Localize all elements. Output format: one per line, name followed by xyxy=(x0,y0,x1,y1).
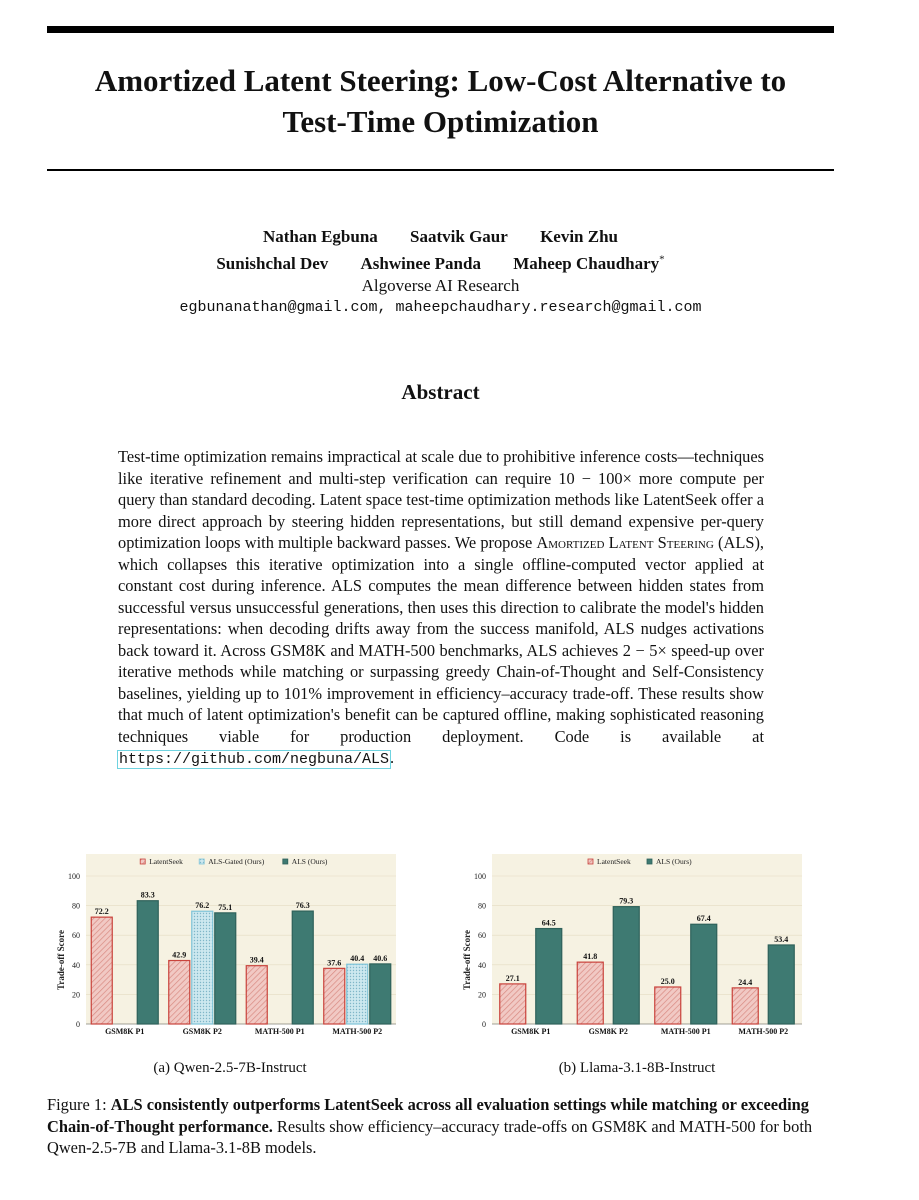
y-tick-label: 0 xyxy=(482,1020,486,1029)
author-name: Sunishchal Dev xyxy=(216,253,329,273)
bar-latentseek xyxy=(324,968,345,1024)
legend-label: ALS (Ours) xyxy=(291,857,328,866)
chart-qwen-svg xyxy=(52,852,402,1037)
bar-value-label: 40.6 xyxy=(373,953,388,963)
legend-swatch-als_gated xyxy=(199,859,204,864)
bar-latentseek xyxy=(91,917,112,1024)
bar-latentseek xyxy=(732,988,758,1024)
author-name xyxy=(513,254,664,273)
bar-als xyxy=(536,929,562,1024)
corresponding-mark: * xyxy=(659,253,665,265)
figure-caption-rest: Results show efficiency–accuracy trade-offs on GSM8K and MATH-500 for both Qwen-2.5-7B and Llama-3.1-8B models. xyxy=(47,1116,813,1157)
y-axis-label: Trade-off Score xyxy=(56,930,66,990)
bar-value-label: 79.3 xyxy=(619,896,634,906)
bar-value-label: 40.4 xyxy=(350,954,365,964)
y-axis-label: Trade-off Score xyxy=(462,930,472,990)
figure-label: Figure 1: xyxy=(47,1095,111,1114)
bar-value-label: 53.4 xyxy=(774,934,789,944)
title-rule xyxy=(47,169,834,171)
y-tick-label: 20 xyxy=(72,990,80,1000)
chart-llama-svg xyxy=(458,852,808,1037)
bar-latentseek xyxy=(577,962,603,1024)
abstract-heading: Abstract xyxy=(401,380,480,404)
bar-als xyxy=(613,907,639,1024)
abstract-body xyxy=(118,446,764,771)
x-tick-label: GSM8K P2 xyxy=(588,1027,628,1036)
x-tick-label: MATH-500 P1 xyxy=(660,1027,711,1036)
y-tick-label: 20 xyxy=(478,990,486,1000)
legend-swatch-als xyxy=(283,859,288,864)
paper-title xyxy=(47,60,834,142)
bar-als xyxy=(215,913,236,1024)
bar-value-label: 64.5 xyxy=(541,918,556,928)
code-link[interactable]: https://github.com/negbuna/ALS xyxy=(119,751,390,768)
x-tick-label: MATH-500 P2 xyxy=(332,1027,383,1036)
method-name: Amortized Latent Steering xyxy=(536,533,714,552)
y-tick-label: 0 xyxy=(76,1020,80,1029)
author-name: Kevin Zhu xyxy=(540,227,619,246)
affiliation: Algoverse AI Research xyxy=(361,276,520,295)
bar-value-label: 76.2 xyxy=(195,901,210,911)
abstract-text-1: Test-time optimization remains impractical at scale due to prohibitive inference costs—techniques like iterative refinement and multi-step verification can require 10 − 100× more compute per query than standard decoding. Latent space test-time optimization methods like LatentSeek offer a more direct approach by steering hidden representations, but still demand expensive per-query optimization loops with multiple backward passes. We propose xyxy=(118,447,764,552)
x-tick-label: GSM8K P1 xyxy=(105,1027,145,1036)
bar-value-label: 76.3 xyxy=(295,901,310,911)
y-tick-label: 40 xyxy=(72,960,80,970)
bar-value-label: 41.8 xyxy=(583,952,598,962)
chart-qwen xyxy=(52,852,402,1037)
x-tick-label: GSM8K P1 xyxy=(511,1027,551,1036)
bar-als xyxy=(691,924,717,1024)
bar-value-label: 75.1 xyxy=(218,902,233,912)
subcaption-b: (b) Llama-3.1-8B-Instruct xyxy=(558,1060,716,1076)
legend-label: ALS (Ours) xyxy=(656,857,692,866)
bar-value-label: 37.6 xyxy=(327,958,342,968)
subcaption-a: (a) Qwen-2.5-7B-Instruct xyxy=(153,1060,307,1076)
author-emails: egbunanathan@gmail.com, maheepchaudhary.research@gmail.com xyxy=(179,299,702,316)
x-tick-label: GSM8K P2 xyxy=(182,1027,222,1036)
y-tick-label: 100 xyxy=(474,872,486,881)
author-name: Ashwinee Panda xyxy=(360,253,481,273)
bar-latentseek xyxy=(500,984,526,1024)
y-tick-label: 40 xyxy=(478,960,486,970)
legend-label: ALS-Gated (Ours) xyxy=(208,857,265,866)
chart-llama xyxy=(458,852,808,1037)
bar-latentseek xyxy=(169,961,190,1024)
bar-als xyxy=(292,911,313,1024)
bar-value-label: 27.1 xyxy=(505,973,520,983)
legend-swatch-latentseek xyxy=(588,859,593,864)
bar-latentseek xyxy=(655,987,681,1024)
bar-als_gated xyxy=(347,964,368,1024)
author-row-1 xyxy=(47,226,834,248)
author-list xyxy=(47,226,834,275)
bar-als xyxy=(768,945,794,1024)
legend-swatch-als xyxy=(647,859,652,864)
author-name-text: Maheep Chaudhary xyxy=(513,253,660,273)
title-line-1: Amortized Latent Steering: Low-Cost Alternative to xyxy=(94,63,787,98)
figure-caption xyxy=(47,1094,834,1159)
bar-value-label: 67.4 xyxy=(696,914,711,924)
bar-als xyxy=(137,901,158,1024)
y-tick-label: 60 xyxy=(72,931,80,941)
bar-value-label: 39.4 xyxy=(249,955,264,965)
top-rule xyxy=(47,26,834,33)
abstract-text-3: . xyxy=(390,748,395,767)
legend-swatch-latentseek xyxy=(140,859,145,864)
bar-latentseek xyxy=(246,966,267,1024)
legend-label: LatentSeek xyxy=(149,857,183,866)
bar-als xyxy=(370,964,391,1024)
legend-label: LatentSeek xyxy=(597,857,631,866)
author-row-2 xyxy=(47,248,834,275)
bar-value-label: 25.0 xyxy=(660,977,675,986)
bar-als_gated xyxy=(192,911,213,1024)
figure-caption-bold: ALS consistently outperforms LatentSeek across all evaluation settings while matching or exceeding Chain-of-Thought performance. xyxy=(47,1095,809,1136)
bar-value-label: 83.3 xyxy=(140,890,155,900)
x-tick-label: MATH-500 P2 xyxy=(738,1027,789,1036)
bar-value-label: 42.9 xyxy=(172,950,187,960)
y-tick-label: 60 xyxy=(478,931,486,941)
author-name: Nathan Egbuna xyxy=(262,227,378,246)
y-tick-label: 100 xyxy=(68,872,80,881)
abstract-text-2: (ALS), which collapses this iterative optimization into a single offline-computed vector applied at constant cost during inference. ALS computes the mean difference between hidden states from successful versus unsuccessful generations, then uses this direction to calibrate the model's hidden representations: when decoding drifts away from the success manifold, ALS nudges activations back toward it. Across GSM8K and MATH-500 benchmarks, ALS achieves 2 − 5× speed-up over iterative methods while matching or surpassing greedy Chain-of-Thought and Self-Consistency baselines, yielding up to 101% improvement in efficiency–accuracy trade-off. These results show that much of latent optimization's benefit can be captured offline, making sophisticated reasoning techniques viable for production deployment. Code is available at xyxy=(118,533,765,746)
title-line-2: Test-Time Optimization xyxy=(282,104,599,139)
author-name: Saatvik Gaur xyxy=(410,227,508,246)
bar-value-label: 24.4 xyxy=(738,977,753,987)
y-tick-label: 80 xyxy=(72,901,80,911)
x-tick-label: MATH-500 P1 xyxy=(254,1027,305,1036)
bar-value-label: 72.2 xyxy=(94,907,109,917)
y-tick-label: 80 xyxy=(478,901,486,911)
